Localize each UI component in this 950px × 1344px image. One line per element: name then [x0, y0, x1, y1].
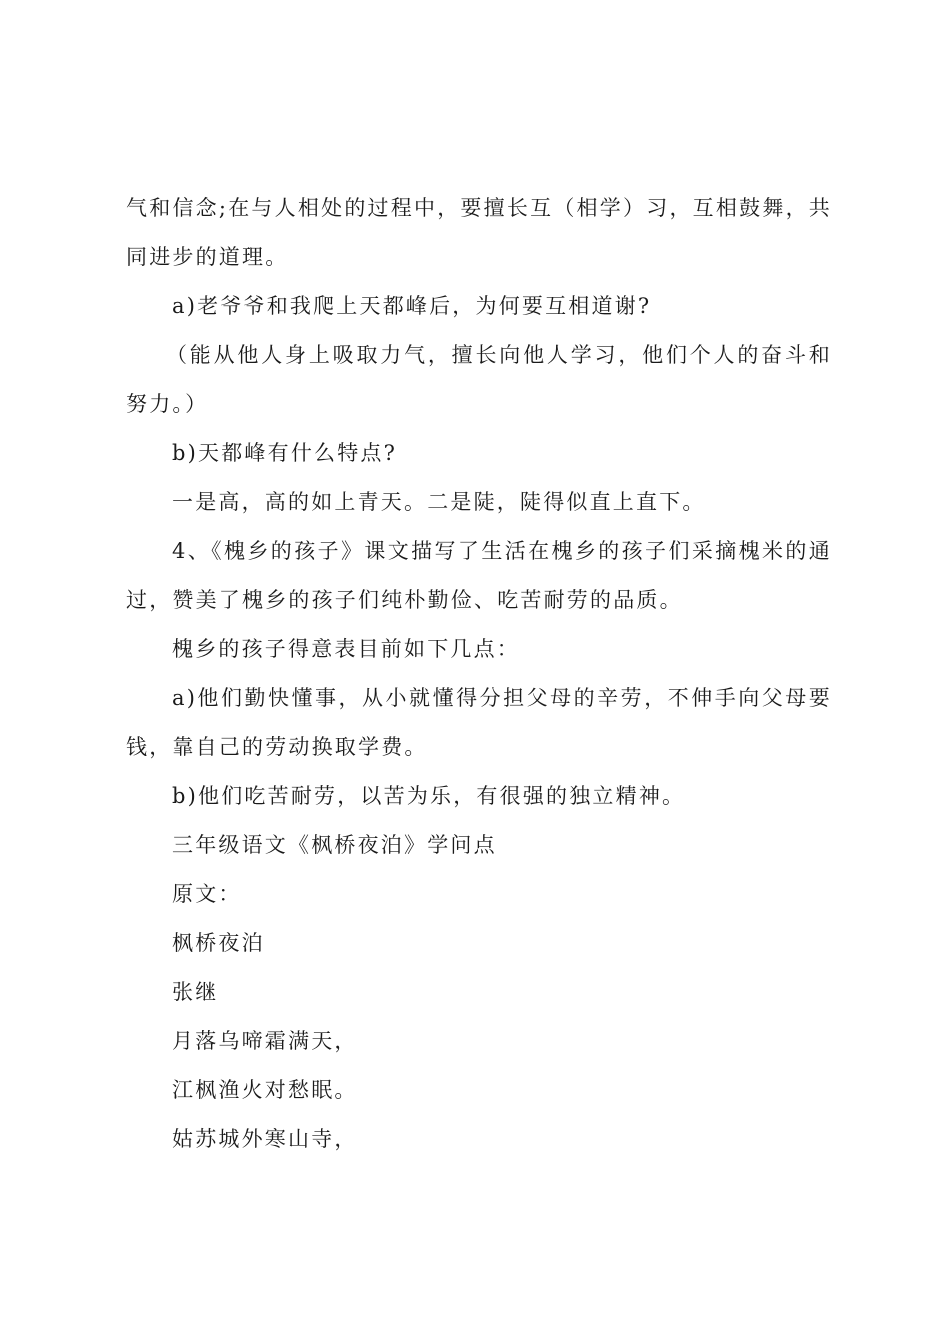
original-text-label: 原文： — [172, 882, 242, 906]
question-b-tiandu: b)天都峰有什么特点? — [172, 441, 398, 465]
huaixiang-point-b: b)他们吃苦耐劳，以苦为乐，有很强的独立精神。 — [172, 784, 686, 808]
huaixiang-point-a: a)他们勤快懂事，从小就懂得分担父母的辛劳，不伸手向父母要钱，靠自己的劳动换取学费。 — [126, 686, 832, 759]
answer-a-tiandu: （能从他人身上吸取力气，擅长向他人学习，他们个人的奋斗和努力。） — [126, 343, 832, 416]
poem-title: 枫桥夜泊 — [172, 931, 265, 955]
paragraph-continuation: 气和信念;在与人相处的过程中，要擅长互（相学）习，互相鼓舞，共同进步的道理。 — [126, 196, 832, 269]
answer-b-tiandu: 一是高，高的如上青天。二是陡，陡得似直上直下。 — [172, 490, 706, 514]
poem-line-2: 江枫渔火对愁眠。 — [172, 1078, 358, 1102]
section-4-huaixiang: 4、《槐乡的孩子》课文描写了生活在槐乡的孩子们采摘槐米的通过，赞美了槐乡的孩子们纯朴勤俭、吃苦耐劳的品质。 — [126, 539, 832, 612]
poem-author: 张继 — [172, 980, 219, 1004]
question-a-tiandu: a)老爷爷和我爬上天都峰后，为何要互相道谢? — [172, 294, 652, 318]
poem-line-1: 月落乌啼霜满天， — [172, 1029, 358, 1053]
poem-line-3: 姑苏城外寒山寺， — [172, 1127, 358, 1151]
huaixiang-points-intro: 槐乡的孩子得意表目前如下几点： — [172, 637, 520, 661]
document-body — [126, 184, 832, 1164]
section-heading-fengqiao: 三年级语文《枫桥夜泊》学问点 — [172, 833, 497, 857]
